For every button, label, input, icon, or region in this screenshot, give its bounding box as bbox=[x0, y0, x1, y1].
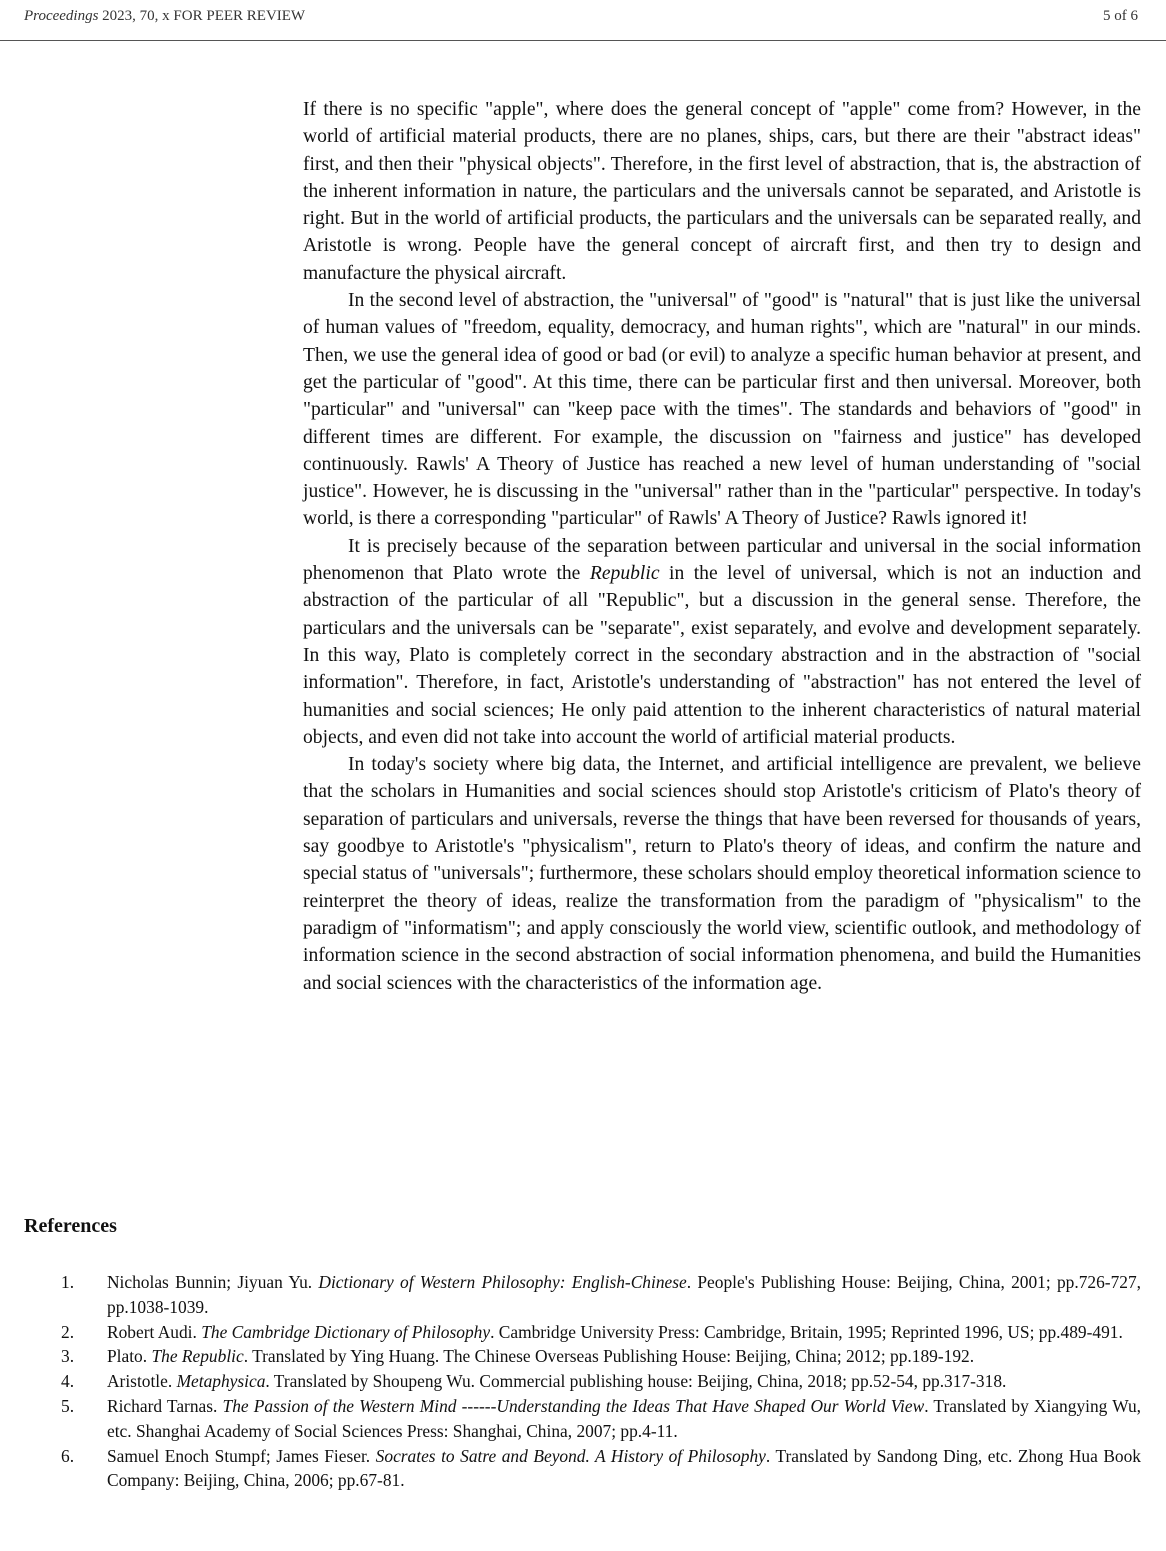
paragraph-3-part-a: It is precisely because of the separation between particular and universal in the social information phenomenon that Plato wrote the bbox=[303, 535, 1141, 585]
reference-details: . Translated by Ying Huang. The Chinese Overseas Publishing House: Beijing, China; 2012; pp.189-192. bbox=[243, 1346, 975, 1367]
reference-item bbox=[24, 1444, 1141, 1494]
page-number: 5 of 6 bbox=[1103, 8, 1138, 24]
reference-details: . Translated by Xiangying Wu, etc. Shanghai Academy of Social Sciences Press: Shanghai, China, 2007; pp.4-11. bbox=[107, 1395, 1141, 1441]
crop-mark-left bbox=[0, 40, 22, 41]
reference-details: . Translated by Shoupeng Wu. Commercial publishing house: Beijing, China, 2018; pp.52-54, pp.317-318. bbox=[265, 1371, 1007, 1392]
reference-item bbox=[24, 1369, 1141, 1394]
paragraph-3-part-b: in the level of universal, which is not an induction and abstraction of the particular of all "Republic", but a discussion in the general sense. Therefore, the particulars and the universals can be "separate", exist separately, and evolve and development separately. In this way, Plato is completely correct in the secondary abstraction and in the abstraction of "social information". Therefore, in fact, Aristotle's understanding of "abstraction" has not entered the level of humanities and social sciences; He only paid attention to the inherent characteristics of natural material objects, and even did not take into account the world of artificial material products. bbox=[303, 563, 1141, 748]
body-text bbox=[303, 96, 1141, 997]
reference-title: Dictionary of Western Philosophy: English-Chinese bbox=[318, 1272, 687, 1292]
reference-number: 5. bbox=[61, 1395, 75, 1416]
journal-name: Proceedings bbox=[24, 8, 99, 24]
running-header bbox=[24, 8, 305, 25]
reference-authors: Richard Tarnas. bbox=[107, 1395, 223, 1416]
reference-number: 4. bbox=[61, 1371, 75, 1392]
reference-authors: Plato. bbox=[107, 1346, 152, 1367]
reference-title: The Passion of the Western Mind ------Understanding the Ideas That Have Shaped Our World View bbox=[222, 1395, 925, 1416]
reference-item bbox=[24, 1270, 1141, 1320]
reference-item bbox=[24, 1394, 1141, 1444]
reference-authors: Samuel Enoch Stumpf; James Fieser. bbox=[107, 1445, 376, 1466]
reference-details: . Cambridge University Press: Cambridge, Britain, 1995; Reprinted 1996, US; pp.489-491. bbox=[490, 1321, 1123, 1342]
references-heading: References bbox=[24, 1215, 117, 1237]
reference-title: The Cambridge Dictionary of Philosophy bbox=[201, 1321, 491, 1342]
reference-details: . People's Publishing House: Beijing, China, 2001; pp.726-727, pp.1038-1039. bbox=[107, 1272, 1142, 1317]
reference-item bbox=[24, 1344, 1141, 1369]
reference-details: . Translated by Sandong Ding, etc. Zhong Hua Book Company: Beijing, China, 2006; pp.67-81. bbox=[107, 1445, 1142, 1491]
journal-citation: 2023, 70, x FOR PEER REVIEW bbox=[102, 8, 306, 24]
reference-authors: Aristotle. bbox=[107, 1371, 177, 1392]
reference-number: 6. bbox=[61, 1445, 75, 1466]
paragraph-4: In today's society where big data, the Internet, and artificial intelligence are prevalent, we believe that the scholars in Humanities and social sciences should stop Aristotle's criticism of Plato's theory of separation of particulars and universals, reverse the things that have been reversed for thousands of years, say goodbye to Aristotle's "physicalism", return to Plato's theory of ideas, and confirm the nature and special status of "universals"; furthermore, these scholars should employ theoretical information science to reinterpret the theory of ideas, realize the transformation from the paradigm of "physicalism" to the paradigm of "informatism"; and apply consciously the world view, scientific outlook, and methodology of information science in the second abstraction of social information phenomena, and build the Humanities and social sciences with the characteristics of the information age. bbox=[303, 754, 1141, 994]
reference-number: 2. bbox=[61, 1321, 75, 1342]
reference-authors: Robert Audi. bbox=[107, 1321, 202, 1342]
reference-list bbox=[24, 1270, 1141, 1493]
paragraph-3 bbox=[303, 533, 1141, 751]
reference-title: The Republic bbox=[151, 1346, 244, 1367]
paragraph-1: If there is no specific "apple", where does the general concept of "apple" come from? However, in the world of artificial material products, there are no planes, ships, cars, but there are their "abstract ideas" first, and then their "physical objects". Therefore, in the first level of abstraction, that is, the abstraction of the inherent information in nature, the particulars and the universals cannot be separated, and Aristotle is right. But in the world of artificial products, the particulars and the universals can be separated really, and Aristotle is wrong. People have the general concept of aircraft first, and then try to design and manufacture the physical aircraft. bbox=[303, 99, 1141, 284]
republic-title: Republic bbox=[589, 563, 660, 585]
reference-number: 3. bbox=[61, 1346, 75, 1367]
reference-title: Metaphysica bbox=[176, 1371, 266, 1392]
reference-number: 1. bbox=[61, 1272, 75, 1292]
reference-item bbox=[24, 1320, 1141, 1345]
reference-authors: Nicholas Bunnin; Jiyuan Yu. bbox=[107, 1272, 319, 1292]
crop-mark-right bbox=[1140, 40, 1166, 41]
page-header bbox=[22, 0, 1140, 41]
reference-title: Socrates to Satre and Beyond. A History of Philosophy bbox=[375, 1445, 766, 1466]
paragraph-2: In the second level of abstraction, the "universal" of "good" is "natural" that is just like the universal of human values of "freedom, equality, democracy, and human rights", which are "natural" in our minds. Then, we use the general idea of good or bad (or evil) to analyze a specific human behavior at present, and get the particular of "good". At this time, there can be particular first and then universal. Moreover, both "particular" and "universal" can "keep pace with the times". The standards and behaviors of "good" in different times are different. For example, the discussion on "fairness and justice" has developed continuously. Rawls' A Theory of Justice has reached a new level of human understanding of "social justice". However, he is discussing in the "universal" rather than in the "particular" perspective. In today's world, is there a corresponding "particular" of Rawls' A Theory of Justice? Rawls ignored it! bbox=[303, 290, 1141, 530]
